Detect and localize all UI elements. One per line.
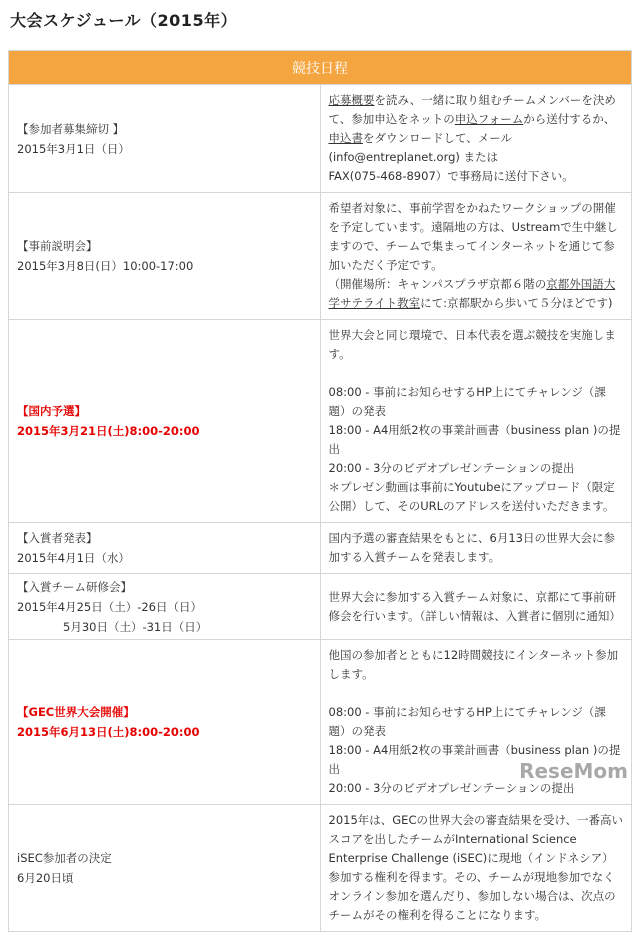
detail-line: 他国の参加者とともに12時間競技にインターネット参加します。 [328, 648, 619, 681]
detail-line: 08:00 - 事前にお知らせするHP上にてチャレンジ（課題）の発表 [328, 705, 606, 738]
schedule-detail-cell [320, 574, 632, 640]
table-header: 競技日程 [9, 51, 632, 85]
table-row [9, 523, 632, 574]
detail-text: （開催場所：キャンパスプラザ京都６階の [328, 277, 547, 291]
schedule-detail-cell [320, 193, 632, 320]
table-row [9, 805, 632, 932]
event-name: 【入賞チーム研修会】 [17, 579, 132, 594]
schedule-date-cell [9, 805, 321, 932]
detail-text: 世界大会に参加する入賞チーム対象に、京都にて事前研修会を行います。（詳しい情報は、入賞者に個別に通知） [328, 589, 621, 623]
schedule-date-cell [9, 193, 321, 320]
event-date: 2015年4月1日（水） [17, 551, 130, 565]
schedule-table [8, 50, 632, 932]
detail-text: を読み、一緒に取り組むチームメンバーを決めて、参加申込をネットの [328, 93, 616, 126]
application-document-link[interactable]: 申込書 [328, 131, 363, 145]
table-row [9, 320, 632, 523]
event-name: 【事前説明会】 [17, 239, 98, 253]
schedule-detail-cell [320, 523, 632, 574]
event-date: 6月20日頃 [17, 871, 74, 885]
detail-text: 国内予選の審査結果をもとに、6月13日の世界大会に参加する入賞チームを発表します。 [328, 531, 615, 564]
page-title: 大会スケジュール（2015年） [10, 11, 238, 30]
detail-text: から送付するか、 [523, 112, 616, 126]
schedule-date-cell [9, 574, 321, 640]
event-name: iSEC参加者の決定 [17, 851, 112, 865]
event-name: 【入賞者発表】 [17, 531, 98, 545]
event-date: 2015年6月13日(土)8:00-20:00 [17, 725, 200, 739]
satellite-classroom-link[interactable]: 京都外国語大学サテライト教室 [328, 277, 616, 310]
event-date: 2015年3月1日（日） [17, 141, 130, 156]
table-row [9, 193, 632, 320]
detail-text: 希望者対象に、事前学習をかねたワークショップの開催を予定しています。遠隔地の方は、Ustreamで生中継しますので、チームで集まってインターネットを通じて参加いただく予定です。 [328, 201, 618, 272]
table-row [9, 85, 632, 193]
detail-line: 20:00 - 3分のビデオプレゼンテーションの提出 [328, 781, 575, 795]
schedule-date-cell [9, 85, 321, 193]
detail-text: をダウンロードして、メール(info@entreplanet.org) または [328, 131, 513, 164]
application-form-link[interactable]: 申込フォーム [454, 112, 524, 126]
detail-text: 2015年は、GECの世界大会の審査結果を受け、一番高いスコアを出したチームがInternational Science Enterprise Challenge (iSEC)に現地（インドネシア）参加する権利を得ます。その、チームが現地参加でなくオンライン参加を選んだり、参加しない場合は、次点のチームがその権利を得ることになります。 [328, 813, 624, 922]
detail-text: FAX(075-468-8907）で事務局に送付下さい。 [328, 169, 574, 183]
event-date: 2015年3月8日(日）10:00-17:00 [17, 259, 194, 273]
blank-line [329, 364, 624, 383]
event-name: 【国内予選】 [17, 404, 86, 418]
detail-line: ＊プレゼン動画は事前にYoutubeにアップロード（限定公開）して、そのURLのアドレスを送付いただきます。 [328, 480, 615, 513]
schedule-date-cell [9, 523, 321, 574]
detail-line: 18:00 - A4用紙2枚の事業計画書（business plan )の提出 [328, 423, 621, 456]
detail-line: 20:00 - 3分のビデオプレゼンテーションの提出 [328, 461, 575, 475]
detail-line: 世界大会と同じ環境で、日本代表を選ぶ競技を実施します。 [328, 328, 616, 361]
table-header-row [9, 51, 632, 85]
event-date: 5月30日（土）-31日（日） [63, 619, 208, 634]
schedule-date-cell [9, 640, 321, 805]
schedule-date-cell [9, 320, 321, 523]
outline-link[interactable]: 応募概要 [328, 93, 375, 107]
detail-line: 18:00 - A4用紙2枚の事業計画書（business plan )の提出 [328, 743, 621, 776]
event-name: 【参加者募集締切 】 [17, 121, 125, 136]
blank-line [329, 684, 624, 703]
event-date: 2015年3月21日(土)8:00-20:00 [17, 424, 200, 438]
event-name: 【GEC世界大会開催】 [17, 705, 135, 719]
resemom-watermark-logo: ReseMom [519, 759, 628, 783]
schedule-detail-cell [320, 320, 632, 523]
table-row [9, 574, 632, 640]
schedule-detail-cell [320, 85, 632, 193]
detail-text: にて:京都駅から歩いて５分ほどです) [420, 296, 613, 310]
event-date: 2015年4月25日（土）-26日（日） [17, 599, 202, 614]
detail-line: 08:00 - 事前にお知らせするHP上にてチャレンジ（課題）の発表 [328, 385, 606, 418]
schedule-detail-cell [320, 805, 632, 932]
